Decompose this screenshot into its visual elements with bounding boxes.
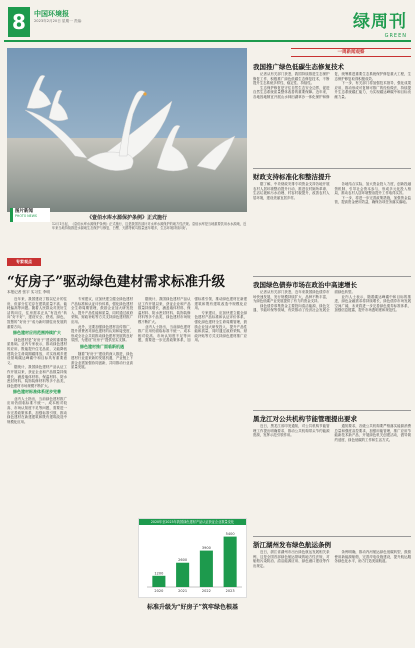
feature-p3-cont: 业内人士指出，当前绿色建材推广应用仍面临标准不统一、成本相对较高、市场认知度不足等问题，需要进一步完善政策体系，加强标准引领，推动绿色建材在新建建筑和既有建筑改造中规模化应用。 — [138, 297, 247, 343]
story1-p3: 下一步，有关部门将加强技术指导，强化成果应用，推动形成可复制可推广的经验做法，持续提升生态系统碳汇能力，为实现碳达峰碳中和目标贡献力量。 — [334, 81, 411, 99]
bar-2022 — [200, 551, 213, 587]
divider-4 — [253, 536, 411, 537]
story1-p1: 记者从有关部门获悉，我国持续推进生态保护修复工作，积极推广绿色低碳生态修复技术，不断提升生态系统多样性、稳定性、持续性。 — [253, 72, 330, 86]
story5-p1: 近日，浙江省湖州市出台绿色航运发展相关条例，这是全国首部绿色航运领域的地方性法规，对船舶污染防治、清洁能源应用、绿色港口建设等作出规定。 — [253, 550, 330, 568]
page-number: 8 — [8, 7, 30, 37]
story3-p2: 绿色债券募集资金主要投向清洁能源、绿色交通、节能环保等领域，有效推动了经济社会发展全面绿色转型。 — [253, 290, 355, 313]
swan-right-wing — [197, 136, 235, 170]
feature-subhead-3: 绿色建材推广面临新机遇 — [80, 343, 124, 349]
x-tick-2022: 2022 — [201, 589, 211, 593]
story4-p1: 近日，黑龙江省印发通知，对公共机构节能管理工作提出明确要求，推动公共机构带头节约能源资源，发挥示范引领作用。 — [253, 424, 330, 438]
bar-chart — [138, 518, 247, 598]
feature-p1: 近年来，我国建设了数以亿计的住房，但部分住宅存在建筑质量不高、能耗偏高等问题。随着人民群众对美好生活的向往，住房需求正从“有没有”转向“好不好”，建设安全、舒适、绿色、智慧的“好房子”成为新时期住房发展的重要方向。 — [7, 297, 67, 329]
swan-beak — [143, 92, 146, 95]
story2-title: 财政支持标准化和整洁提升 — [253, 173, 331, 181]
chart-title: 2020年至2023年我国绿色建材产品认证获证企业数量变化 — [139, 519, 246, 525]
dateline: 2023年2月20日 星期一 责编： — [34, 19, 85, 23]
divider-2 — [253, 276, 411, 277]
story1-body — [253, 72, 411, 166]
photo-caption: 12月1日起，《壹佰水库水源保护条例》正式施行，这是我国首部针对水库水源保护的地方性法规。壹佰水库是当地重要饮用水水源地，近年来当地持续推进水源地生态保护与修复，白鹭、天鹅等候鸟数量逐年增多，生态环境持续向好。 — [52, 222, 247, 231]
feature-p1-cont: 据统计，我国绿色建材产品认证工作开展以来，获证企业和产品数量持续增长，涵盖墙体材料、保温材料、防水密封材料、装饰装修材料等多个品类，绿色建材市场规模不断扩大。 — [138, 297, 191, 324]
bar-2023 — [224, 537, 237, 587]
story1-p2: 生态保护修复是守住自然生态安全边界、促进自然生态系统质量整体改善的重要保障。近年来，各地因地制宜开展山水林田湖草沙一体化保护和修复，统筹推进重要生态系统保护修复重大工程，生态保护修复取得积极成效。 — [253, 72, 411, 99]
divider-3 — [253, 410, 411, 411]
feature-p7: 随着“好房子”建设的深入推进，绿色建材行业迎来新的发展机遇，产业链上下游企业需加强协同创新，共同推动行业高质量发展。 — [71, 351, 133, 370]
feature-p5: 专家建议，应加快建立健全绿色建材产品标准和认证评价体系，强化绿色建材全生命周期管理，鼓励企业加大研发投入，提升产品性能和质量，同时通过政府采购、财政补贴等方式支持绿色建材推广应用。 — [71, 297, 133, 324]
feature-box-headline: 标准升级为“好房子”筑牢绿色根基 — [147, 604, 238, 611]
divider-1 — [253, 168, 411, 169]
channel-en: GREEN — [384, 33, 407, 39]
expert-view-tag: 专家观点 — [7, 258, 41, 266]
badge-sub: PHOTO NEWS — [15, 214, 37, 218]
feature-p4: 业内人士指出，当前绿色建材推广应用仍面临标准不统一、成本相对较高、市场认知度不足等问题，需要进一步完善政策体系，加强标准引领，推动绿色建材在新建建筑和既有建筑改造中规模化应用。 — [7, 396, 67, 424]
feature-byline: 本报记者 张宇 实习生 李明 — [7, 290, 50, 294]
bar-2020 — [152, 576, 165, 587]
x-tick-2020: 2020 — [154, 589, 164, 593]
feature-p6: 此外，还要加强绿色建材宣传推广，提升消费者对绿色建材的认知和接受度，形成全社会共同推动绿色建材发展的良好氛围，为建设“好房子”提供坚实支撑。 — [71, 324, 133, 343]
story3-body — [253, 290, 411, 408]
bar-value-2020: 1200 — [154, 571, 164, 576]
feature-p5-cont: 专家建议，应加快建立健全绿色建材产品标准和认证评价体系，强化绿色建材全生命周期管理，鼓励企业加大研发投入，提升产品性能和质量，同时通过政府采购、财政补贴等方式支持绿色建材推广应用。 — [194, 310, 247, 343]
swan-photo — [7, 48, 247, 212]
story5-title: 浙江湖州发布绿色航运条例 — [253, 541, 331, 549]
story4-p2: 通知要求，各级公共机构要严格落实能源消费总量和强度双控要求，加强用能管理，推广应用节能新技术新产品，开展绿色机关创建活动，倡导简约适度、绿色低碳的工作和生活方式。 — [334, 424, 411, 442]
story2-p3: 下一步，将进一步完善政策措施，加强资金监管，提高资金使用效益，确保各项任务落实落地。 — [334, 195, 411, 205]
story3-p1: 记者从有关部门获悉，近年来我国绿色债券市场快速发展，发行规模持续扩大，品种不断丰富，为绿色低碳产业发展提供了有力的资金支持。 — [253, 290, 330, 304]
masthead-rule — [4, 40, 411, 42]
story4-title: 黑龙江对公共机构节能管理提出要求 — [253, 415, 357, 423]
feature-p3: 据统计，我国绿色建材产品认证工作开展以来，获证企业和产品数量持续增长，涵盖墙体材料、保温材料、防水密封材料、装饰装修材料等多个品类，绿色建材市场规模不断扩大。 — [7, 365, 67, 388]
story5-body — [253, 550, 411, 642]
story1-title: 我国推广绿色低碳生态修复技术 — [253, 63, 344, 71]
story3-title: 我国绿色债券市场在政治中高速增长 — [253, 281, 357, 289]
feature-p2: 绿色建材是“好房子”建设的重要物质基础。业内专家表示，推动绿色建材的应用，既能提升住宅品质，又能降低建筑全生命周期碳排放，对实现城乡建设领域碳达峰碳中和目标具有重要意义。 — [7, 337, 67, 365]
paper-name: 中国环境报 — [34, 9, 69, 18]
story2-p2: 各地结合实际，加大资金投入力度，创新投融资机制，引导社会资本参与，形成多元化投入格局，推动农村人居环境整治提升工作取得实效。 — [334, 182, 411, 196]
channel-title — [353, 7, 407, 39]
chart-plot — [139, 525, 246, 597]
feature-headline: “好房子”驱动绿色建材需求标准升级 — [7, 274, 226, 290]
feature-col-3 — [138, 297, 247, 515]
swans-illustration — [7, 48, 247, 212]
badge-title: 图片新闻 — [15, 209, 33, 214]
bar-2021 — [176, 563, 189, 587]
feature-subhead-1: 绿色建材应用范围持续扩大 — [13, 330, 61, 336]
channel-cn: 绿周刊 — [353, 12, 407, 32]
x-tick-2023: 2023 — [225, 589, 235, 593]
photo-title: 《壹佰水库水源保护条例》正式施行 — [86, 215, 167, 221]
masthead — [4, 3, 411, 43]
feature-subhead-2: 绿色建材标准体系逐步完善 — [13, 389, 61, 395]
story2-p1: 据了解，中央财政安排专项资金支持各地开展农村人居环境整治提升行动，推进农村厕所革命、生活垃圾和污水治理、村容村貌提升，改善农村人居环境，建设美丽宜居乡村。 — [253, 182, 330, 200]
feature-col-1 — [7, 297, 67, 640]
feature-col-2 — [71, 297, 133, 640]
story5-p2: 条例明确，推动内河航运绿色低碳转型，鼓励使用新能源船舶，完善岸电设施建设，提升航运服务绿色化水平，助力打造美丽航道。 — [334, 550, 411, 564]
x-tick-2021: 2021 — [178, 589, 188, 593]
story2-body — [253, 182, 411, 274]
bar-value-2023: 5400 — [225, 532, 235, 537]
story3-p3: 业内人士表示，随着碳达峰碳中和目标的推进，绿色金融需求将持续增长，绿色债券市场发展空间广阔，未来将进一步完善绿色债券标准体系，加强信息披露，提升市场透明度和规范性。 — [334, 294, 411, 313]
swan-right-1 — [157, 125, 188, 171]
swan-left-2 — [49, 90, 68, 121]
story4-body — [253, 424, 411, 534]
swan-left-1 — [27, 75, 51, 108]
bar-value-2022: 3900 — [201, 546, 211, 551]
news-observe-tag: 一周新闻观察 — [291, 48, 411, 57]
bar-value-2021: 2600 — [178, 558, 188, 563]
